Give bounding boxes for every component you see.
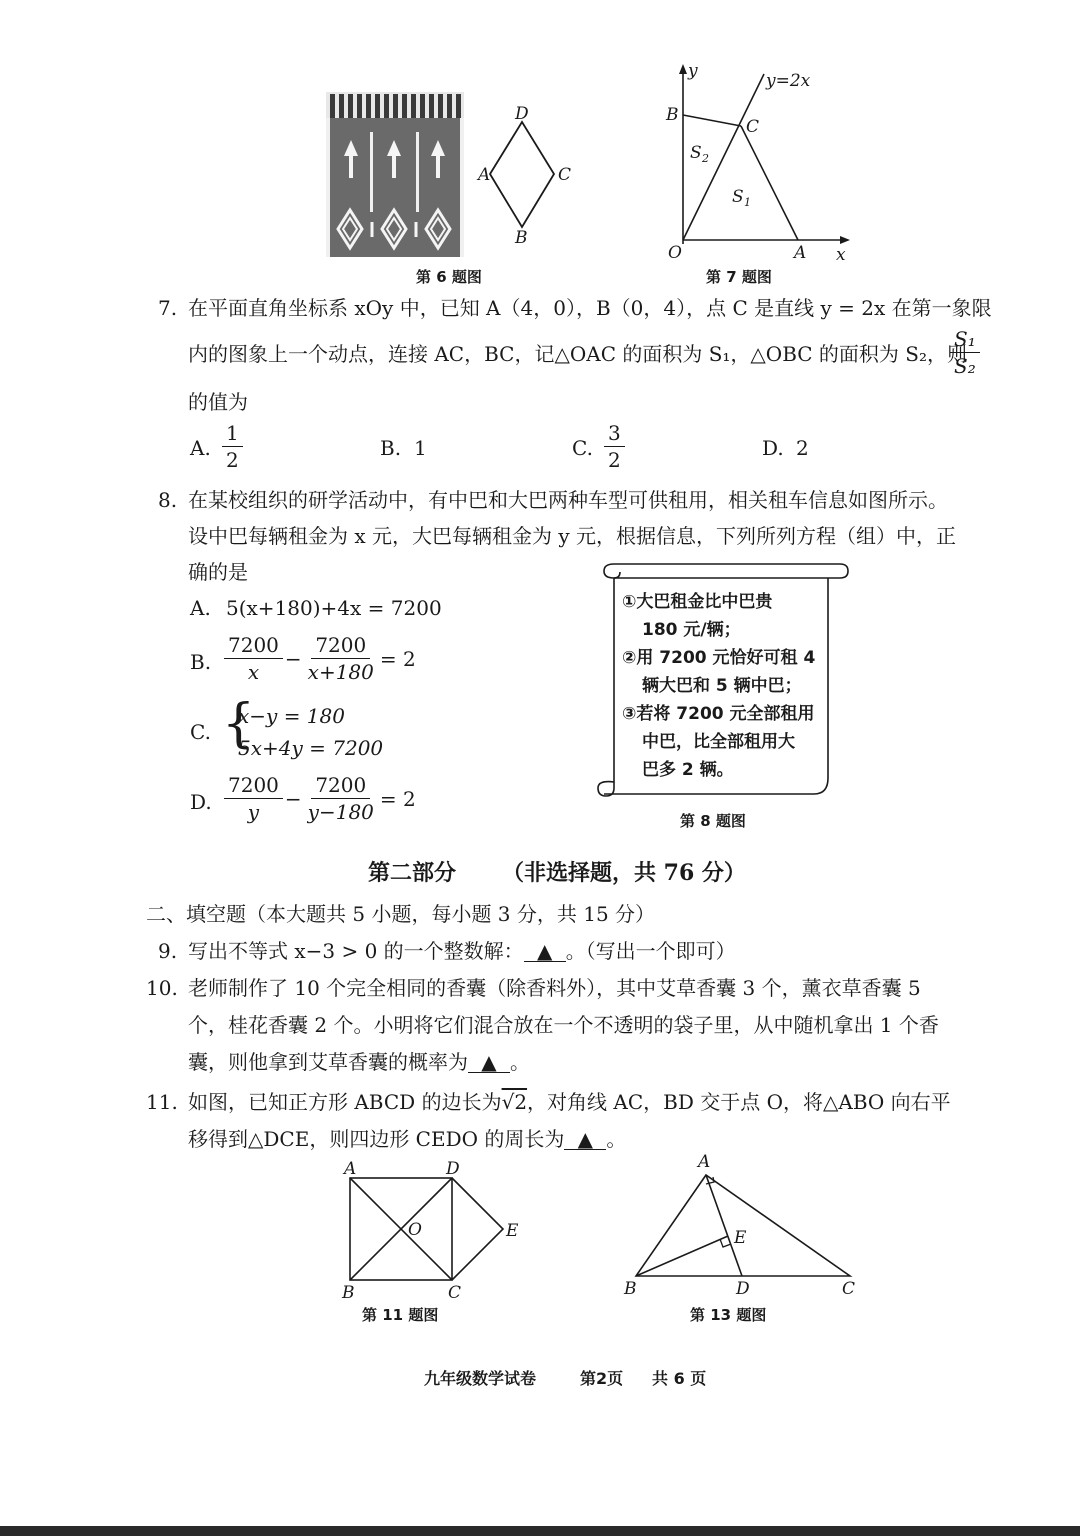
fig13-label-a: A (698, 1152, 711, 1172)
q11-sqrt: √2 (501, 1090, 528, 1114)
q8-d-den1: y (247, 800, 260, 824)
fig13-svg (620, 1150, 870, 1300)
q8-line2: 设中巴每辆租金为 x 元，大巴每辆租金为 y 元，根据信息，下列所列方程（组）中，正 (188, 524, 957, 548)
fig11-label-a: A (344, 1159, 357, 1179)
fig6-label-d: D (515, 104, 529, 124)
q7-option-c-frac (604, 422, 625, 472)
fig13-label-e: E (734, 1228, 747, 1248)
fig7-label-s2-sub: 2 (702, 152, 709, 165)
q11-line2-pre: 移得到△DCE，则四边形 CEDO 的周长为 (188, 1127, 565, 1151)
q8-option-d-expr (224, 774, 416, 824)
q8-c-eq2: 5x+4y = 7200 (238, 736, 384, 760)
q8-line1: 在某校组织的研学活动中，有中巴和大巴两种车型可供租用，相关租车信息如图所示。 (188, 488, 948, 512)
fig7-label-y: y (688, 61, 698, 81)
scroll-line-2: 180 元/辆； (642, 620, 741, 640)
fig11-caption: 第 11 题图 (362, 1306, 439, 1324)
fig6-label-b: B (515, 228, 528, 248)
fig7-label-b: B (666, 105, 679, 125)
q8-b-num1: 7200 (224, 634, 283, 659)
q7-option-d-text: 2 (796, 436, 809, 460)
fig11-svg (334, 1158, 534, 1306)
q7-option-a-frac (222, 422, 243, 472)
q9-number: 9. (158, 939, 178, 963)
triangle-dce (452, 1178, 503, 1280)
q8-option-c-label: C. (190, 720, 211, 744)
fig7-label-c: C (746, 117, 760, 137)
q8-option-b-label: B. (190, 650, 212, 674)
q11-line1-post: ，对角线 AC，BD 交于点 O，将△ABO 向右平 (527, 1090, 951, 1114)
footer-page: 第2页 (580, 1369, 624, 1388)
q10-line3-post: 。 (510, 1050, 530, 1074)
figure-13 (620, 1150, 870, 1300)
q7-c-num: 3 (604, 422, 625, 447)
scroll-line-4: 辆大巴和 5 辆中巴； (642, 676, 802, 696)
q8-option-a-text: 5(x+180)+4x = 7200 (226, 596, 442, 620)
q10-line3 (188, 1052, 530, 1073)
triangle-abc (636, 1175, 850, 1276)
figure-6 (326, 92, 572, 262)
q7-fraction (950, 328, 980, 378)
q7-line3: 的值为 (188, 390, 248, 414)
q7-line1: 在平面直角坐标系 xOy 中，已知 A（4，0），B（0，4），点 C 是直线 y = 2x 在第一象限 (188, 296, 992, 320)
q11-line1-pre: 如图，已知正方形 ABCD 的边长为 (188, 1090, 502, 1114)
bottom-edge-bar (0, 1526, 1080, 1536)
fig7-label-s1-sub: 1 (744, 196, 751, 209)
q8-c-eq1: x−y = 180 (238, 704, 345, 728)
fig7-label-o: O (668, 243, 682, 263)
q7-frac-den: S₂ (954, 354, 976, 378)
q8-b-num2: 7200 (311, 634, 370, 659)
q8-b-minus: − (284, 647, 302, 671)
q8-number: 8. (158, 488, 178, 512)
q11-line1 (188, 1092, 951, 1112)
q8-b-rhs: = 2 (379, 647, 416, 671)
fig6-label-c: C (558, 165, 572, 185)
part2-subtitle: （非选择题，共 76 分） (502, 860, 746, 886)
q10-line2: 个，桂花香囊 2 个。小明将它们混合放在一个不透明的袋子里，从中随机拿出 1 个香 (188, 1013, 939, 1037)
scroll-line-1: ①大巴租金比中巴贵 (622, 592, 773, 612)
fig11-label-b: B (342, 1283, 355, 1303)
fig7-label-x: x (836, 245, 846, 265)
fig11-label-o: O (408, 1220, 422, 1240)
fig7-label-s2: S (690, 143, 702, 163)
segment-ad (706, 1175, 742, 1276)
scroll-line-5: ③若将 7200 元全部租用 (622, 704, 815, 724)
fig8-caption: 第 8 题图 (680, 812, 746, 830)
q8-d-num1: 7200 (224, 774, 283, 799)
q11-line2 (188, 1129, 626, 1150)
q11-line2-post: 。 (606, 1127, 627, 1151)
fig7-label-a: A (794, 243, 807, 263)
q10-answer-blank: ▲ (468, 1052, 510, 1073)
q7-option-c-label: C. (572, 436, 593, 460)
footer-total: 共 6 页 (652, 1369, 707, 1388)
fig7-caption: 第 7 题图 (706, 268, 772, 286)
segment-ac (741, 126, 798, 240)
q10-line3-pre: 囊，则他拿到艾草香囊的概率为 (188, 1050, 468, 1074)
fig7-svg (660, 60, 860, 265)
q8-d-minus: − (284, 787, 302, 811)
fig7-label-s1: S (732, 187, 744, 207)
q11-answer-blank: ▲ (564, 1129, 606, 1150)
figure-7 (660, 60, 860, 265)
q10-line1: 老师制作了 10 个完全相同的香囊（除香料外），其中艾草香囊 3 个，薰衣草香囊 5 (188, 976, 921, 1000)
q7-number: 7. (158, 296, 178, 320)
q7-option-b-text: 1 (414, 436, 427, 460)
q8-d-den2: y−180 (307, 800, 374, 824)
q7-option-d-label: D. (762, 436, 784, 460)
fig11-label-e: E (506, 1221, 519, 1241)
fig13-label-d: D (736, 1279, 750, 1299)
fig13-caption: 第 13 题图 (690, 1306, 767, 1324)
part2-title: 第二部分 (368, 860, 457, 886)
q9-text (188, 941, 736, 962)
fig11-label-c: C (448, 1283, 462, 1303)
q7-frac-num: S₁ (950, 328, 980, 353)
q7-a-num: 1 (222, 422, 243, 447)
q7-option-b-label: B. (380, 436, 402, 460)
q7-option-a-label: A. (190, 436, 211, 460)
q8-option-d-label: D. (190, 790, 212, 814)
scroll-line-3: ②用 7200 元恰好可租 4 (622, 648, 816, 668)
q8-line3: 确的是 (188, 560, 248, 584)
q8-b-den1: x (247, 660, 260, 684)
fig13-label-b: B (624, 1279, 637, 1299)
footer-title: 九年级数学试卷 (424, 1369, 537, 1388)
q11-number: 11. (146, 1090, 178, 1114)
q8-option-a-label: A. (190, 596, 211, 620)
fig11-label-d: D (446, 1159, 460, 1179)
q8-d-num2: 7200 (311, 774, 370, 799)
q8-c-brace: { (222, 694, 256, 754)
fig6-svg (326, 92, 572, 262)
section-fill-in: 二、填空题（本大题共 5 小题，每小题 3 分，共 15 分） (146, 902, 656, 926)
q7-line2: 内的图象上一个动点，连接 AC，BC，记△OAC 的面积为 S₁，△OBC 的面积为 S₂，则 (188, 342, 968, 366)
fig6-caption: 第 6 题图 (416, 268, 482, 286)
scroll-line-6: 中巴，比全部租用大 (642, 732, 795, 752)
q9-answer-blank: ▲ (524, 941, 566, 962)
figure-11 (334, 1158, 534, 1306)
fig13-label-c: C (842, 1279, 856, 1299)
fig6-label-a: A (478, 165, 491, 185)
q10-number: 10. (146, 976, 178, 1000)
q9-pre: 写出不等式 x−3 > 0 的一个整数解： (188, 939, 524, 963)
crosswalk-stripes (330, 94, 461, 118)
q7-a-den: 2 (226, 448, 239, 472)
q7-c-den: 2 (608, 448, 621, 472)
q9-post: 。（写出一个即可） (565, 939, 736, 963)
q8-b-den2: x+180 (307, 660, 374, 684)
q8-option-b-expr (224, 634, 416, 684)
fig7-label-line: y=2x (766, 71, 811, 91)
rhombus-abcd (490, 122, 554, 227)
segment-bc (683, 115, 741, 126)
q8-d-rhs: = 2 (379, 787, 416, 811)
scroll-line-7: 巴多 2 辆。 (642, 760, 734, 780)
